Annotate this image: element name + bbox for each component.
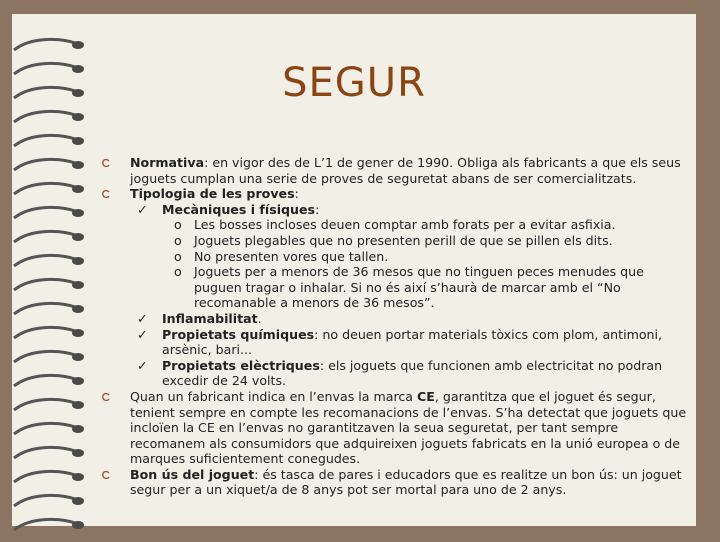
ce-mark: CE (417, 388, 435, 404)
slide-body (130, 155, 690, 498)
normativa-text: : en vigor des de L’1 de gener de 1990. Obliga als fabricants a que els seus joguets cumplan una serie de proves de seguretat abans de ser comercialitzats. (130, 155, 681, 186)
binding-hole (72, 137, 84, 145)
ce-paragraph (130, 389, 690, 467)
binding-hole (72, 185, 84, 193)
circle-bullet-icon: o (174, 264, 182, 280)
binding-coil (14, 447, 78, 458)
binding-hole (72, 41, 84, 49)
binding-hole (72, 305, 84, 313)
subitem-text: No presenten vores que tallen. (194, 248, 389, 264)
mecaniques-item (130, 202, 690, 218)
ce-text-start: Quan un fabricant indica en l’envas la marca (130, 388, 418, 404)
binding-coil (14, 279, 78, 290)
binding-hole (72, 329, 84, 337)
binding-hole (72, 449, 84, 457)
mecaniques-subitem (130, 249, 690, 265)
quimiques-item (130, 327, 690, 358)
inflamabilitat-text: . (257, 310, 262, 326)
binding-hole (72, 113, 84, 121)
bon-us-paragraph (130, 467, 690, 498)
subitem-text: Joguets per a menors de 36 mesos que no tinguen peces menudes que puguen tragar o inhalar. Si no és així s’haurà de marcar amb el “No recomanable a menors de 36 mesos”. (194, 264, 644, 311)
binding-coil (14, 519, 78, 530)
binding-coil (14, 183, 78, 194)
normativa-label: Normativa (130, 155, 205, 170)
mecaniques-subitem (130, 217, 690, 233)
check-mark-icon: ✓ (137, 310, 148, 326)
binding-coil (14, 399, 78, 410)
binding-coil (14, 207, 78, 218)
inflamabilitat-label: Inflamabilitat (162, 310, 258, 326)
binding-coil (14, 471, 78, 482)
binding-hole (72, 521, 84, 529)
bon-us-label: Bon ús del joguet (130, 466, 255, 482)
circle-bullet-icon: o (174, 248, 182, 264)
electriques-item (130, 358, 690, 389)
tipologia-label: Tipologia de les proves (130, 186, 295, 202)
binding-coil (14, 303, 78, 314)
binding-coil (14, 255, 78, 266)
binding-coil (14, 135, 78, 146)
binding-coil (14, 423, 78, 434)
binding-hole (72, 233, 84, 241)
slide-page (12, 14, 696, 526)
binding-hole (72, 209, 84, 217)
quimiques-text: : no deuen portar materials tòxics com plom, antimoni, arsènic, bari... (162, 326, 663, 358)
binding-hole (72, 497, 84, 505)
swirl-bullet-icon (101, 158, 112, 169)
binding-coil (14, 375, 78, 386)
check-mark-icon: ✓ (137, 357, 148, 373)
spiral-binding (12, 32, 92, 542)
binding-coil (14, 231, 78, 242)
quimiques-label: Propietats químiques (162, 326, 315, 342)
ce-text-end: , garantitza que el joguet és segur, tenient sempre en compte les recomanacions de l’envas. S’ha detectat que joguets que incloïen la CE en l’envas no garantitzaven la seua seguretat, per tant sempre recomanem als consumidors que adquireixen joguets fabricats en la unió europea o de marques suficientement conegudes. (130, 388, 687, 467)
subitem-text: Joguets plegables que no presenten perill de que se pillen els dits. (194, 232, 613, 248)
swirl-bullet-icon (101, 392, 112, 403)
mecaniques-subitem (130, 264, 690, 311)
mecaniques-text: : (315, 201, 320, 217)
binding-hole (72, 257, 84, 265)
mecaniques-subitem (130, 233, 690, 249)
circle-bullet-icon: o (174, 217, 182, 233)
binding-hole (72, 401, 84, 409)
binding-hole (72, 281, 84, 289)
binding-hole (72, 425, 84, 433)
tipologia-paragraph (130, 186, 690, 202)
electriques-label: Propietats elèctriques (162, 357, 320, 373)
mecaniques-label: Mecàniques i físiques (162, 201, 316, 217)
binding-coil (14, 351, 78, 362)
binding-coil (14, 159, 78, 170)
circle-bullet-icon: o (174, 232, 182, 248)
binding-coil (14, 39, 78, 50)
binding-coil (14, 111, 78, 122)
inflamabilitat-item (130, 311, 690, 327)
tipologia-text: : (294, 186, 299, 202)
binding-hole (72, 377, 84, 385)
electriques-text: : els joguets que funcionen amb electricitat no podran excedir de 24 volts. (162, 357, 663, 389)
binding-hole (72, 473, 84, 481)
check-mark-icon: ✓ (137, 201, 148, 217)
binding-hole (72, 353, 84, 361)
binding-coil (14, 495, 78, 506)
subitem-text: Les bosses incloses deuen comptar amb forats per a evitar asfixia. (194, 217, 616, 233)
binding-coil (14, 327, 78, 338)
slide-title: SEGUR (282, 60, 426, 106)
check-mark-icon: ✓ (137, 326, 148, 342)
swirl-bullet-icon (101, 189, 112, 200)
normativa-paragraph (130, 155, 690, 186)
swirl-bullet-icon (101, 470, 112, 481)
binding-hole (72, 161, 84, 169)
bon-us-text: : és tasca de pares i educadors que es realitze un bon ús: un joguet segur per a un xiquet/a de 8 anys pot ser mortal para uno de 2 anys. (130, 466, 682, 498)
